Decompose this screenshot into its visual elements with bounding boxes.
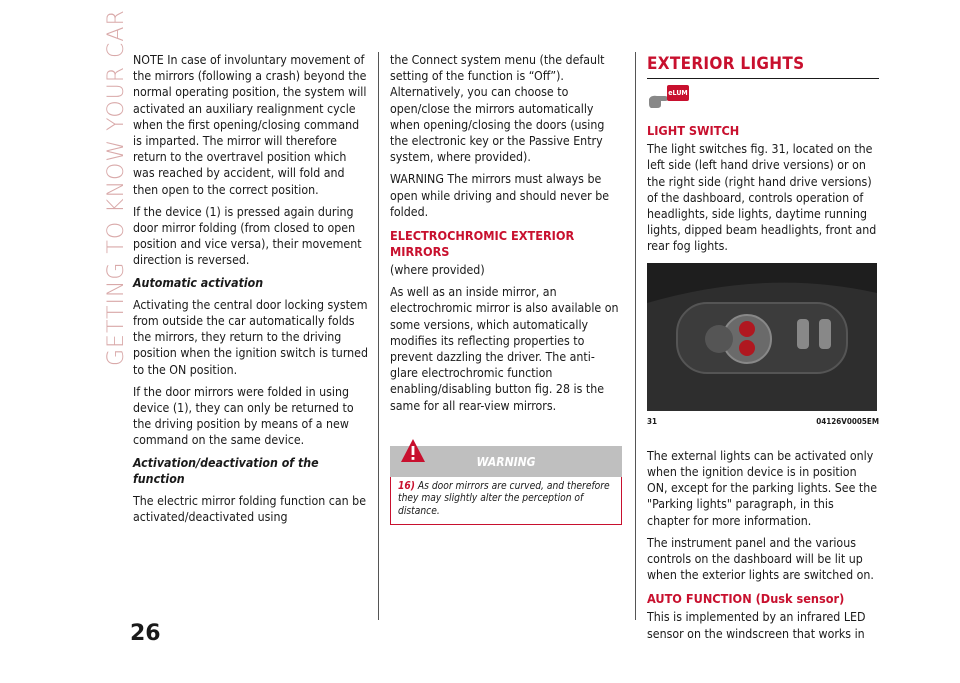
connect-icon-row	[647, 85, 879, 115]
warning-text: As door mirrors are curved, and therefore they may slightly alter the perception of distance.	[398, 480, 610, 517]
page-number: 26	[130, 621, 161, 646]
paragraph: NOTE In case of involuntary movement of the mirrors (following a crash) beyond the normal operating position, the system will activated an auxiliary realignment cycle when the first opening/closing command is imparted. The mirror will therefore return to the overtravel position which was reached by accident, will fold and then open to the correct position.	[133, 53, 367, 197]
page-title: EXTERIOR LIGHTS	[647, 56, 879, 79]
figure-number: 31	[647, 416, 658, 426]
section-heading: LIGHT SWITCH	[647, 123, 740, 139]
warning-number: 16)	[398, 480, 415, 492]
paragraph: the Connect system menu (the default setting of the function is “Off”). Alternatively, you can choose to open/close the mirrors automatically when opening/closing the doors (using the electronic key or the Passive Entry system, where provided).	[390, 53, 605, 165]
paragraph: If the door mirrors were folded in using device (1), they can only be returned to the driving position by means of a new command on the same device.	[133, 384, 354, 448]
paragraph: WARNING The mirrors must always be open while driving and should never be folded.	[390, 172, 610, 219]
elum-badge	[667, 85, 689, 101]
paragraph: Activating the central door locking system from outside the car automatically folds the mirrors, they return to the driving position when the ignition switch is turned to the ON position.	[133, 297, 368, 377]
paragraph: As well as an inside mirror, an electrochromic mirror is also available on some versions, which automatically modifies its reflecting properties to prevent dazzling the driver. The anti-glare electrochromic function enabling/disabling button fig. 28 is the same for all rear-view mirrors.	[390, 285, 619, 413]
paragraph: The light switches fig. 31, located on the left side (left hand drive versions) or on the right side (right hand drive versions) of the dashboard, controls operation of headlights, side lights, daytime running lights, dipped beam headlights, front and rear fog lights.	[647, 142, 877, 254]
column-divider	[635, 52, 636, 620]
column-1	[133, 52, 369, 531]
chapter-title: GETTING TO KNOW YOUR CAR	[104, 9, 129, 366]
elum-badge-label: eLUM	[668, 89, 688, 98]
section-heading: AUTO FUNCTION (Dusk sensor)	[647, 591, 845, 607]
subheading: Automatic activation	[133, 275, 264, 290]
column-3	[647, 52, 879, 648]
chapter-sidebar	[78, 9, 129, 366]
figure-caption	[647, 414, 879, 430]
warning-body	[390, 477, 622, 525]
section-heading: ELECTROCHROMIC EXTERIOR MIRRORS	[390, 228, 575, 260]
subheading: Activation/deactivation of the function	[133, 455, 319, 486]
paragraph: (where provided)	[390, 263, 485, 278]
column-divider	[378, 52, 379, 620]
warning-label: WARNING	[476, 454, 536, 469]
paragraph: If the device (1) is pressed again during door mirror folding (from closed to open position and vice versa), their movement direction is reversed.	[133, 204, 362, 268]
light-switch-figure	[647, 263, 877, 411]
light-switch-photo	[647, 263, 877, 411]
figure-code: 04126V0005EM	[816, 416, 879, 426]
paragraph: The electric mirror folding function can be activated/deactivated using	[133, 494, 366, 525]
warning-header	[390, 446, 622, 477]
paragraph: This is implemented by an infrared LED sensor on the windscreen that works in	[647, 610, 866, 641]
paragraph: The external lights can be activated only when the ignition device is in position ON, except for the parking lights. See the "Parking lights" paragraph, in this chapter for more information.	[647, 448, 878, 528]
paragraph: The instrument panel and the various controls on the dashboard will be lit up when the exterior lights are switched on.	[647, 535, 874, 583]
column-2	[390, 52, 622, 525]
